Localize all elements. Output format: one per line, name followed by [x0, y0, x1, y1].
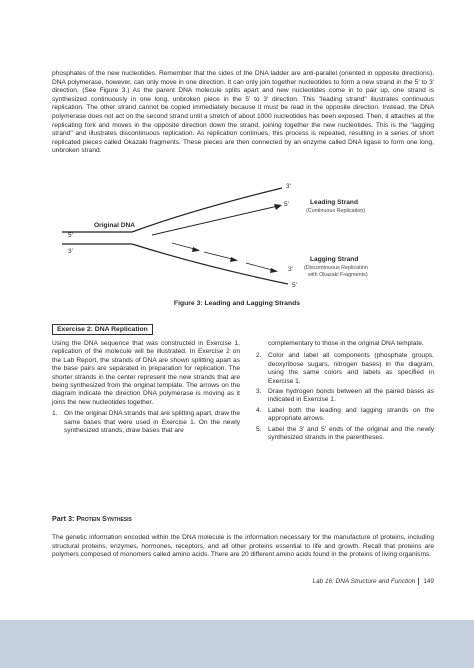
lagging-note-line-1: (Discontinuous Replication [304, 265, 368, 271]
step-number: 1. [52, 410, 58, 418]
step-number: 4. [256, 406, 262, 414]
list-item [256, 426, 434, 443]
top-3-prime-label: 3' [286, 183, 291, 190]
part3-label: Part 3: [52, 514, 75, 523]
leading-strand-label: Leading Strand [310, 199, 358, 206]
step-text: Label the 3' and 5' ends of the original and the newly synthesized strands in the parentheses. [268, 425, 434, 442]
lagging-3-prime-label: 3' [288, 266, 293, 273]
intro-paragraph: phosphates of the new nucleotides. Remember that the sides of the DNA ladder are anti-parallel (oriented in opposite directions). DNA polymerase, however, can only move in one direction. It can only join together nucleotides to form a new strand in the 5' to 3' direction. (See Figure 3.) As the parent DNA molecule splits apart and new nucleotides come in to pair up, one strand is synthesized continuously in one long, unbroken piece in the 5' to 3' direction. This "leading strand" illustrates continuous replication. The other strand cannot be copied immediately because it must be read in the opposite direction. Instead, the DNA polymerase does not act on the second strand until a stretch of about 1000 nucleotides has been exposed. Then, it attaches at the replicating fork and moves in the opposite direction down the strand, joining together the new nucleotides. This is the "lagging strand" and illustrates discontinuous replication. As replication continues, this process is repeated, resulting in a series of short replicated pieces called Okazaki fragments. These pieces are then connected by an enzyme called DNA ligase to form one long, unbroken strand. [52, 70, 434, 155]
step-text: Draw hydrogen bonds between all the paired bases as indicated in Exercise 1. [268, 388, 434, 404]
list-item [256, 352, 434, 386]
step-text: On the original DNA strands that are splitting apart, draw the same bases that were used in Exercise 1. On the newly synthesized strands, draw bases that are [64, 410, 240, 435]
original-3-prime-label: 3' [68, 248, 73, 255]
bottom-5-prime-label: 5' [292, 282, 297, 289]
leading-arrowhead [274, 204, 282, 210]
list-item [256, 407, 434, 424]
lagging-strand-label: Lagging Strand [310, 256, 359, 263]
part3-paragraph: The genetic information encoded within the DNA molecule is the information necessary for the manufacture of proteins, including structural proteins, enzymes, hormones, receptors, and all other proteins essential to life and growth. Recall that proteins are polymers composed of monomers called amino acids. There are 20 different amino acids found in the proteins of living organisms. [52, 534, 434, 559]
list-item [52, 410, 240, 435]
left-column [52, 340, 240, 437]
page-footer [313, 578, 434, 585]
step-number: 2. [256, 352, 262, 360]
bottom-band [0, 620, 474, 668]
footer-lab-title: Lab 16: DNA Structure and Function [312, 578, 416, 585]
step-number: 5. [256, 425, 262, 433]
page-number: 149 [418, 578, 434, 585]
lower-parent-strand [132, 244, 288, 284]
steps-list-left [52, 410, 240, 435]
step-text: Color and label all components (phosphate groups, deoxyribose sugars, nitrogen bases) in the diagram, using the same colors and labels as specified in Exercise 1. [268, 352, 434, 385]
list-item [256, 388, 434, 405]
leading-strand-arrow [152, 206, 278, 235]
right-column [256, 340, 434, 444]
steps-list-right [256, 352, 434, 442]
original-dna-label: Original DNA [94, 222, 136, 229]
step-text: Label both the leading and lagging strands on the appropriate arrows. [268, 406, 434, 423]
exercise-intro: Using the DNA sequence that was constructed in Exercise 1, replication of the molecule will be illustrated. In Exercise 2 on the Lab Report, the strands of DNA are shown splitting apart as the base pairs are separated in preparation for replication. The shorter strands in the center represent the new strands that are being synthesized from the original template. The arrows on the diagram indicate the direction DNA polymerase is moving as it joins the new nucleotides together. [52, 340, 240, 406]
leading-5-prime-label: 5' [284, 201, 289, 208]
replication-diagram [52, 180, 434, 312]
lagging-note-line-2: with Okazaki Fragments) [308, 272, 368, 278]
figure-caption: Figure 3: Leading and Lagging Strands [173, 300, 301, 307]
exercise-title: Exercise 2: DNA Replication [52, 324, 153, 335]
leading-strand-note: (Continuous Replication) [306, 208, 366, 214]
original-5-prime-label: 5' [68, 232, 73, 239]
step-number: 3. [256, 388, 262, 396]
replication-figure [52, 180, 434, 312]
part3-heading [52, 514, 132, 523]
step-continuation: complementary to those in the original DNA template. [268, 340, 424, 347]
part3-title: Protein Synthesis [76, 514, 132, 523]
